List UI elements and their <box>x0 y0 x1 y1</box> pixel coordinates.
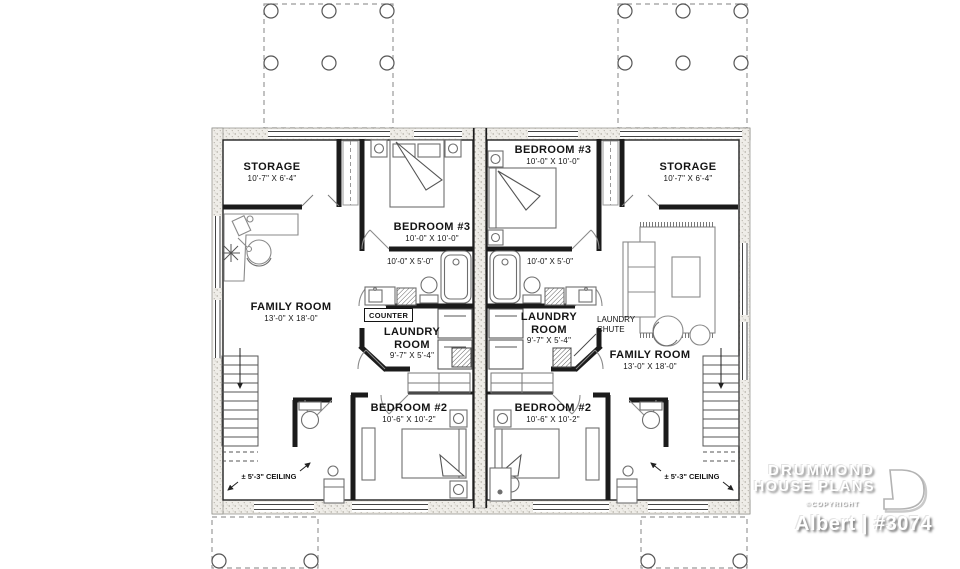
brand-name-line1: DRUMMOND <box>768 462 875 479</box>
room-label-bedroom2-left: BEDROOM #2 10'-6" X 10'-2" <box>370 402 448 424</box>
deck-bottom-right <box>641 517 747 568</box>
ceiling-note-right: ± 5'-3" CEILING <box>664 472 720 481</box>
brand-name-line2: HOUSE PLANS <box>753 479 875 495</box>
room-label-bedroom3-right: BEDROOM #3 10'-0" X 10'-0" <box>514 144 592 166</box>
deck-top-left <box>264 4 394 128</box>
deck-top-right <box>618 4 748 128</box>
room-label-family-left: FAMILY ROOM 13'-0" X 18'-0" <box>250 301 332 323</box>
laundry-chute-note: LAUNDRY CHUTE <box>597 315 636 335</box>
room-label-bedroom3-left: BEDROOM #3 10'-0" X 10'-0" <box>393 221 471 243</box>
room-label-family-right: FAMILY ROOM 13'-0" X 18'-0" <box>609 349 691 371</box>
deck-bottom-left <box>212 517 318 568</box>
ceiling-note-left: ± 5'-3" CEILING <box>241 472 297 481</box>
room-label-laundry-right: LAUNDRY ROOM 9'-7" X 5'-4" <box>520 311 578 346</box>
room-label-bathroom-left: 10'-0" X 5'-0" <box>386 257 434 266</box>
counter-label-left: COUNTER <box>364 308 413 322</box>
room-label-bathroom-right: 10'-0" X 5'-0" <box>526 257 574 266</box>
drummond-logo-icon <box>884 470 926 512</box>
room-label-storage-right: STORAGE 10'-7" X 6'-4" <box>659 161 717 183</box>
room-label-laundry-left: LAUNDRY ROOM 9'-7" X 5'-4" <box>383 326 441 361</box>
copyright-label: ©COPYRIGHT <box>805 501 860 508</box>
room-label-storage-left: STORAGE 10'-7" X 6'-4" <box>243 161 301 183</box>
plan-title: Albert | #3074 <box>795 513 933 535</box>
room-label-bedroom2-right: BEDROOM #2 10'-6" X 10'-2" <box>514 402 592 424</box>
